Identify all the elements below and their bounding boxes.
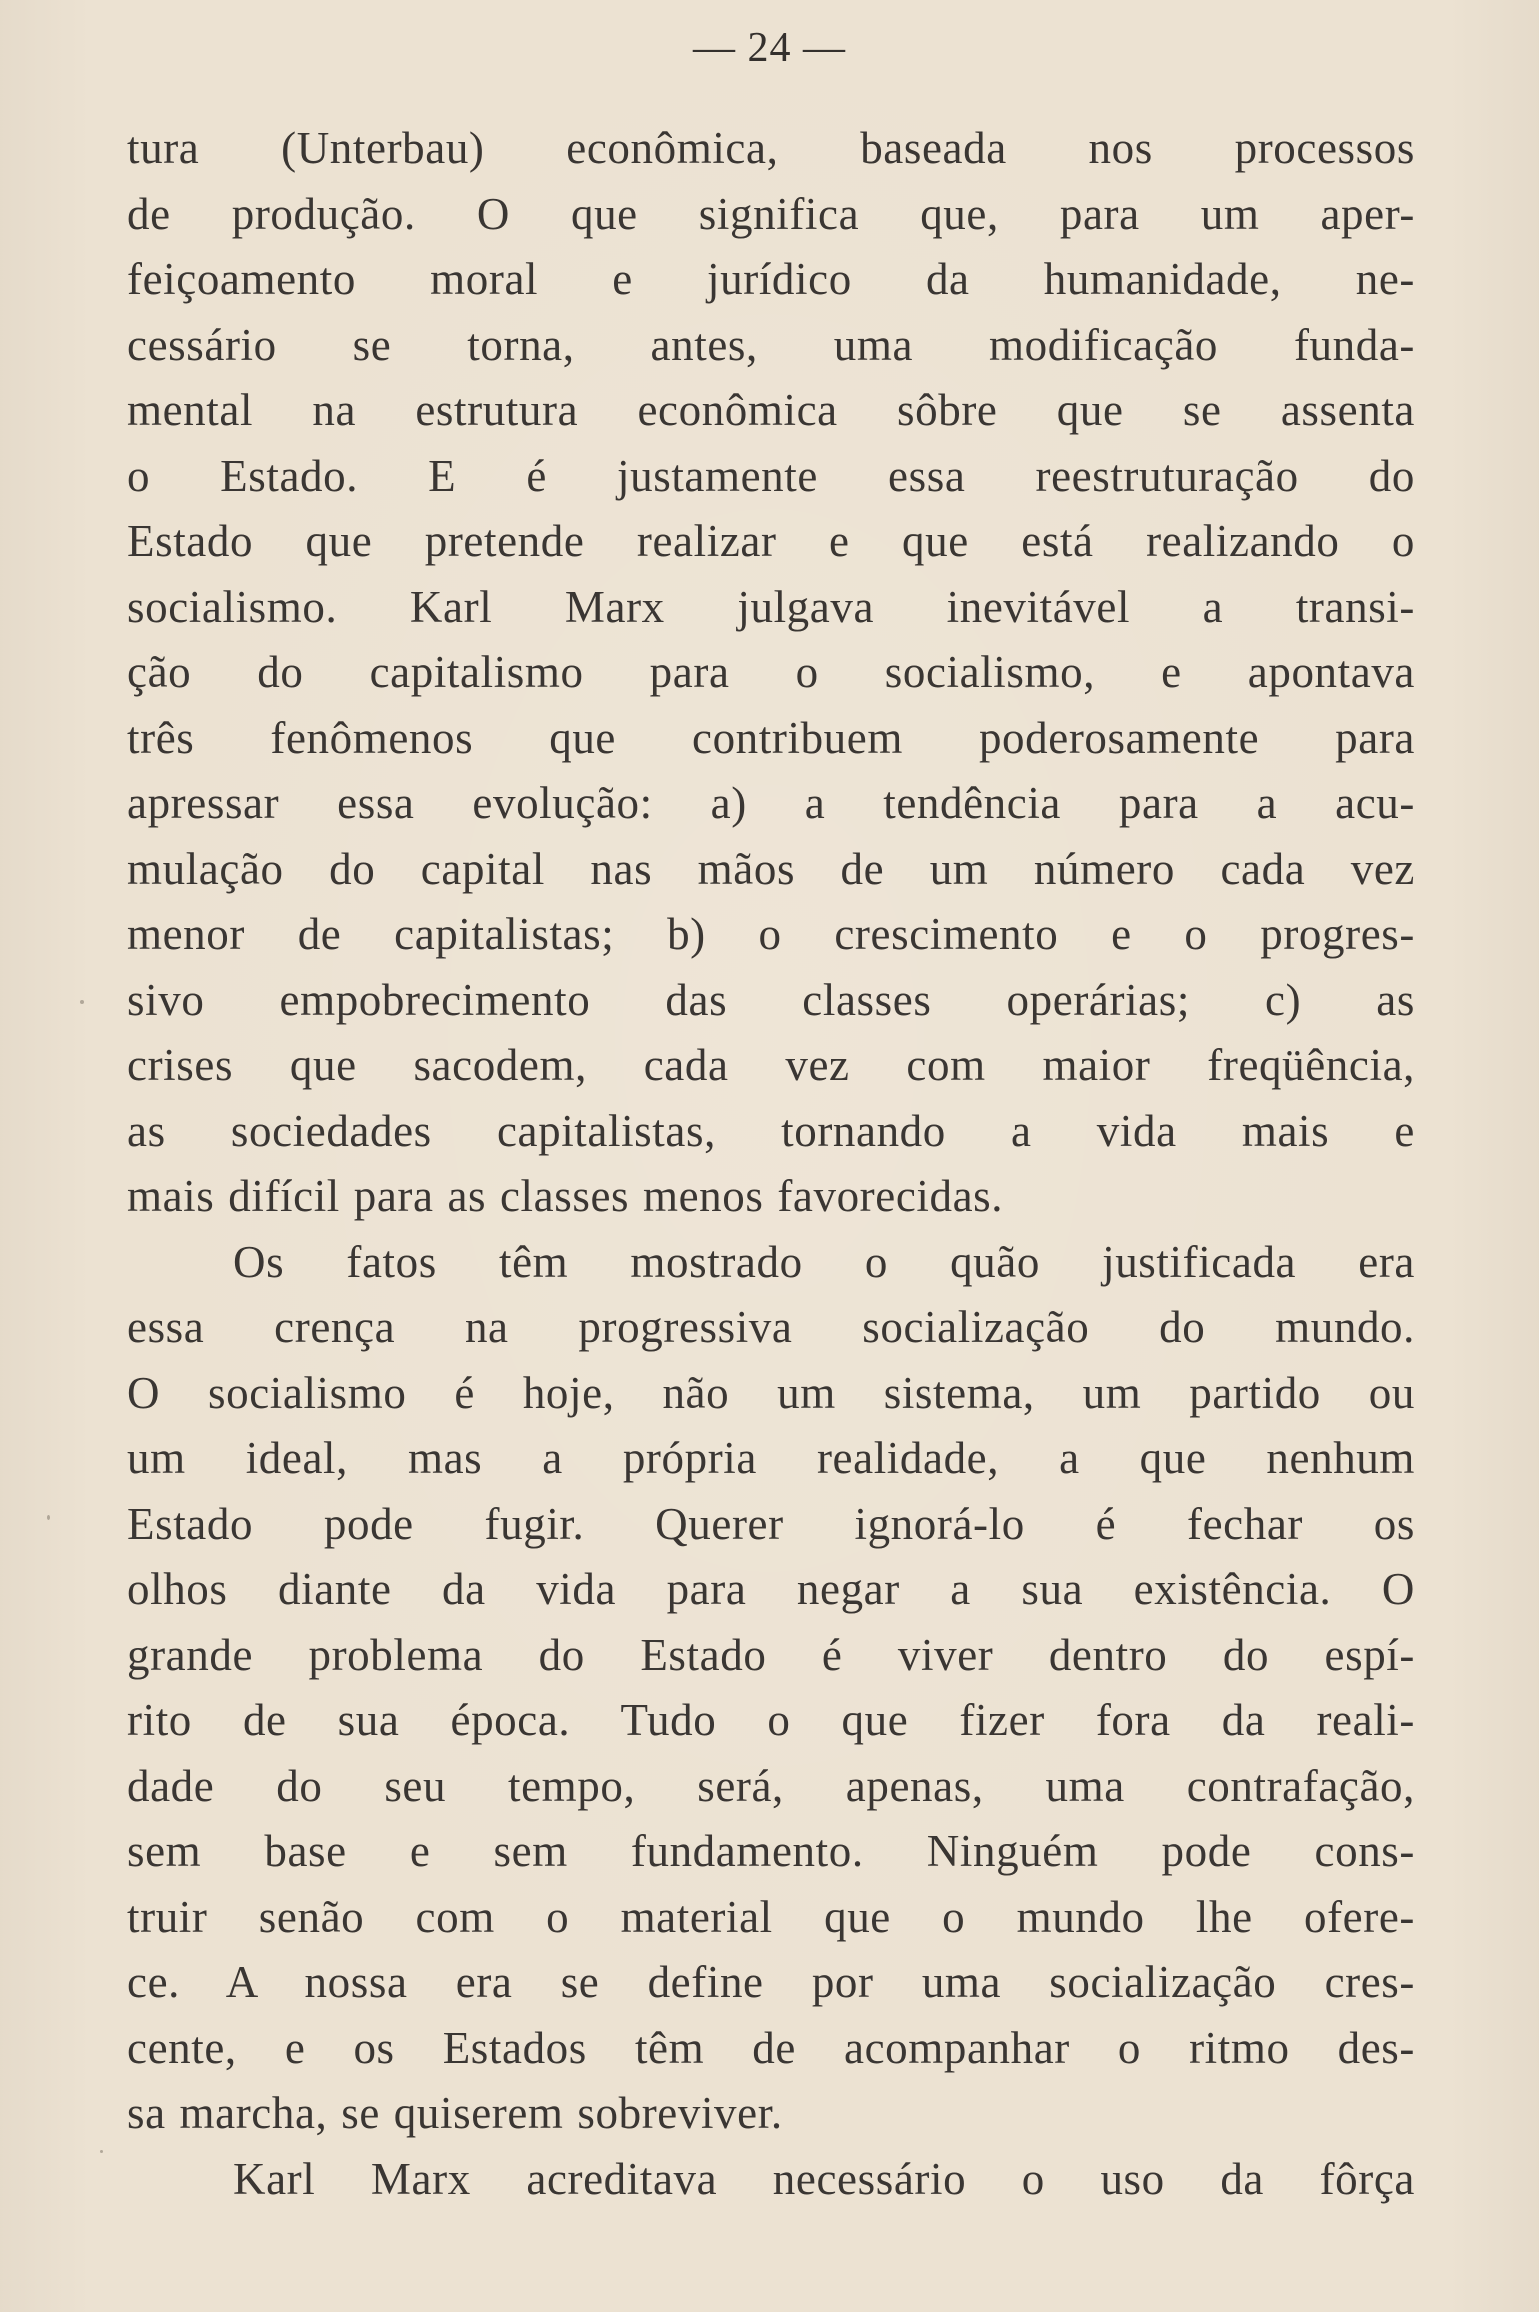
text-line: mulação do capital nas mãos de um número cada vez (127, 843, 1415, 894)
page-number: — 24 — (693, 25, 846, 71)
text-line: crises que sacodem, cada vez com maior freqüência, (127, 1040, 1415, 1090)
text-line: ce. A nossa era se define por uma socialização cres- (127, 1957, 1415, 2007)
text-line: três fenômenos que contribuem poderosamente para (127, 712, 1415, 763)
text-line: as sociedades capitalistas, tornando a vida mais e (127, 1105, 1415, 1156)
paper-speck (80, 1000, 84, 1004)
text-line: tura (Unterbau) econômica, baseada nos processos (127, 123, 1415, 173)
text-line: um ideal, mas a própria realidade, a que nenhum (127, 1433, 1415, 1483)
text-line: sivo empobrecimento das classes operárias; c) as (127, 974, 1415, 1025)
text-line: Estado que pretende realizar e que está realizando o (127, 516, 1415, 566)
text-line: menor de capitalistas; b) o crescimento e o progres- (127, 909, 1415, 959)
text-line: sem base e sem fundamento. Ninguém pode cons- (127, 1826, 1415, 1876)
text-line: Estado pode fugir. Querer ignorá-lo é fechar os (127, 1498, 1415, 1549)
body-text (127, 116, 1415, 2212)
text-line: cessário se torna, antes, uma modificação funda- (127, 319, 1415, 370)
paragraph-start-line: Os fatos têm mostrado o quão justificada era (233, 1236, 1415, 1287)
text-line: de produção. O que significa que, para um aper- (127, 188, 1415, 239)
text-line: dade do seu tempo, será, apenas, uma contrafação, (127, 1760, 1415, 1811)
text-line: olhos diante da vida para negar a sua existência. O (127, 1564, 1415, 1614)
text-line: truir senão com o material que o mundo lhe ofere- (127, 1891, 1415, 1942)
text-line: rito de sua época. Tudo o que fizer fora da reali- (127, 1695, 1415, 1745)
text-line: ção do capitalismo para o socialismo, e apontava (127, 647, 1415, 697)
text-line: mental na estrutura econômica sôbre que se assenta (127, 385, 1415, 435)
text-line: essa crença na progressiva socialização do mundo. (127, 1302, 1415, 1352)
text-line: sa marcha, se quiserem sobreviver. (127, 2088, 783, 2138)
text-line: grande problema do Estado é viver dentro do espí- (127, 1629, 1415, 1680)
text-line: cente, e os Estados têm de acompanhar o ritmo des- (127, 2022, 1415, 2073)
text-line: O socialismo é hoje, não um sistema, um partido ou (127, 1367, 1415, 1418)
text-line: feiçoamento moral e jurídico da humanidade, ne- (127, 254, 1415, 304)
text-line: socialismo. Karl Marx julgava inevitável a transi- (127, 581, 1415, 632)
paragraph-start-line: Karl Marx acreditava necessário o uso da fôrça (233, 2153, 1415, 2204)
text-line: mais difícil para as classes menos favorecidas. (127, 1171, 1004, 1221)
text-line: apressar essa evolução: a) a tendência para a acu- (127, 778, 1415, 828)
paper-speck (100, 2150, 103, 2153)
paper-speck (47, 1515, 50, 1520)
text-line: o Estado. E é justamente essa reestruturação do (127, 450, 1415, 501)
